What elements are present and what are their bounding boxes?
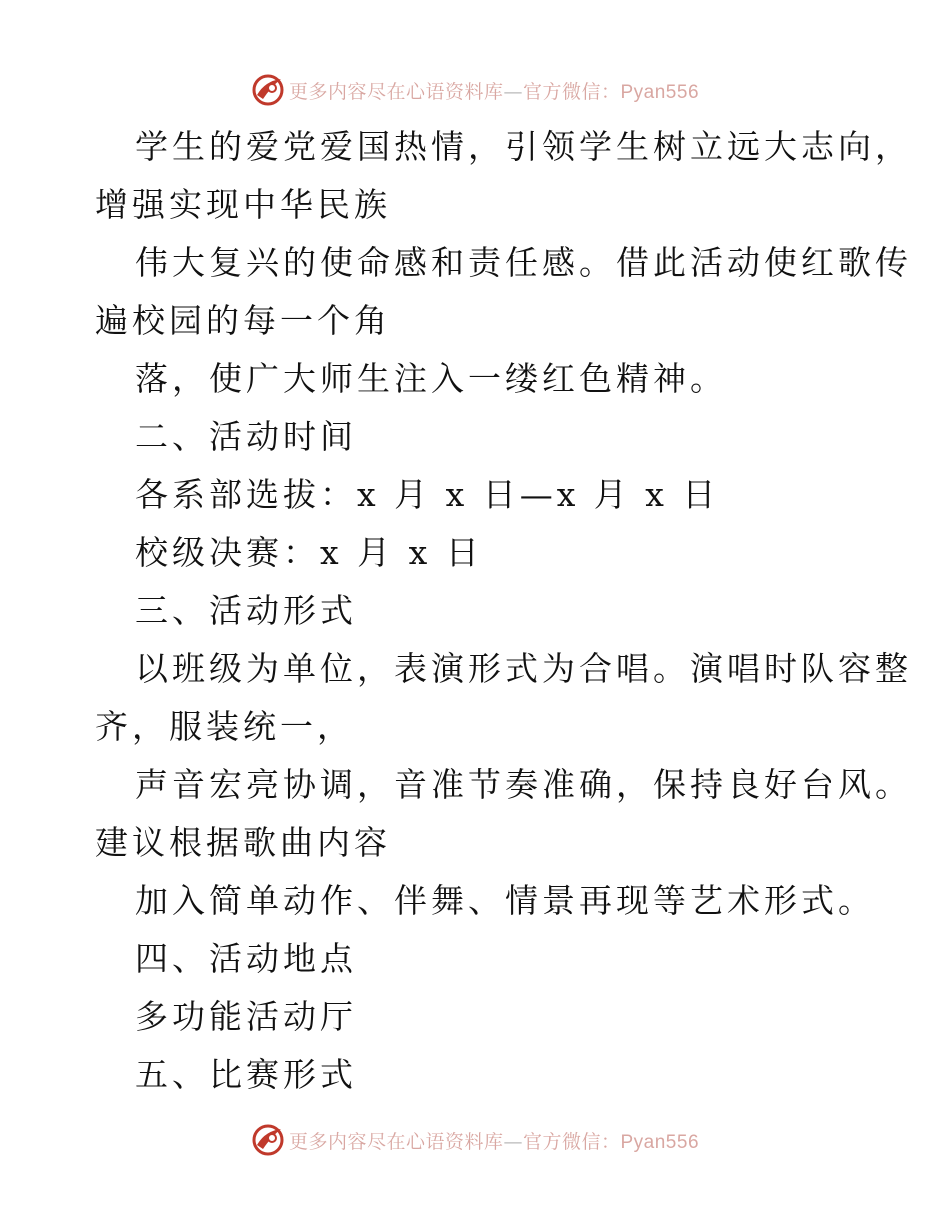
footer-watermark: [0, 1120, 950, 1160]
watermark-suffix-text: 官方微信：: [522, 1130, 621, 1153]
paragraph-line: 以班级为单位，表演形式为合唱。演唱时队容整: [135, 649, 912, 688]
section-heading-activity-form: 三、活动形式: [135, 591, 357, 630]
section-heading-activity-time: 二、活动时间: [135, 417, 357, 456]
paragraph-line: 建议根据歌曲内容: [95, 823, 391, 862]
watermark-main-text: 更多内容尽在心语资料库: [288, 1130, 504, 1153]
paragraph-line: 遍校园的每一个角: [95, 301, 391, 340]
watermark-dash: —: [503, 1130, 523, 1153]
paragraph-line: 增强实现中华民族: [95, 185, 391, 224]
paragraph-line: 声音宏亮协调，音准节奏准确，保持良好台风。: [135, 765, 912, 804]
section-heading-competition-form: 五、比赛形式: [135, 1055, 357, 1094]
watermark-dash: —: [503, 80, 523, 103]
watermark-text: [289, 77, 699, 104]
paragraph-line: 各系部选拔：x 月 x 日—x 月 x 日: [135, 475, 720, 514]
paragraph-line: 学生的爱党爱国热情，引领学生树立远大志向，: [135, 127, 912, 166]
watermark-account-id: Pyan556: [620, 1131, 700, 1153]
brand-logo-icon: [251, 73, 285, 107]
paragraph-line: 加入简单动作、伴舞、情景再现等艺术形式。: [135, 881, 875, 920]
brand-logo-icon: [251, 1123, 285, 1157]
watermark-suffix-text: 官方微信：: [522, 80, 621, 103]
watermark-text: [289, 1127, 699, 1154]
document-body: [95, 118, 912, 1104]
watermark-account-id: Pyan556: [620, 81, 700, 103]
paragraph-line: 落，使广大师生注入一缕红色精神。: [135, 359, 727, 398]
paragraph-line: 伟大复兴的使命感和责任感。借此活动使红歌传: [135, 243, 912, 282]
section-heading-activity-location: 四、活动地点: [135, 939, 357, 978]
watermark-main-text: 更多内容尽在心语资料库: [288, 80, 504, 103]
paragraph-line: 多功能活动厅: [135, 997, 357, 1036]
paragraph-line: 齐，服装统一，: [95, 707, 354, 746]
paragraph-line: 校级决赛：x 月 x 日: [135, 533, 483, 572]
header-watermark: [0, 70, 950, 110]
